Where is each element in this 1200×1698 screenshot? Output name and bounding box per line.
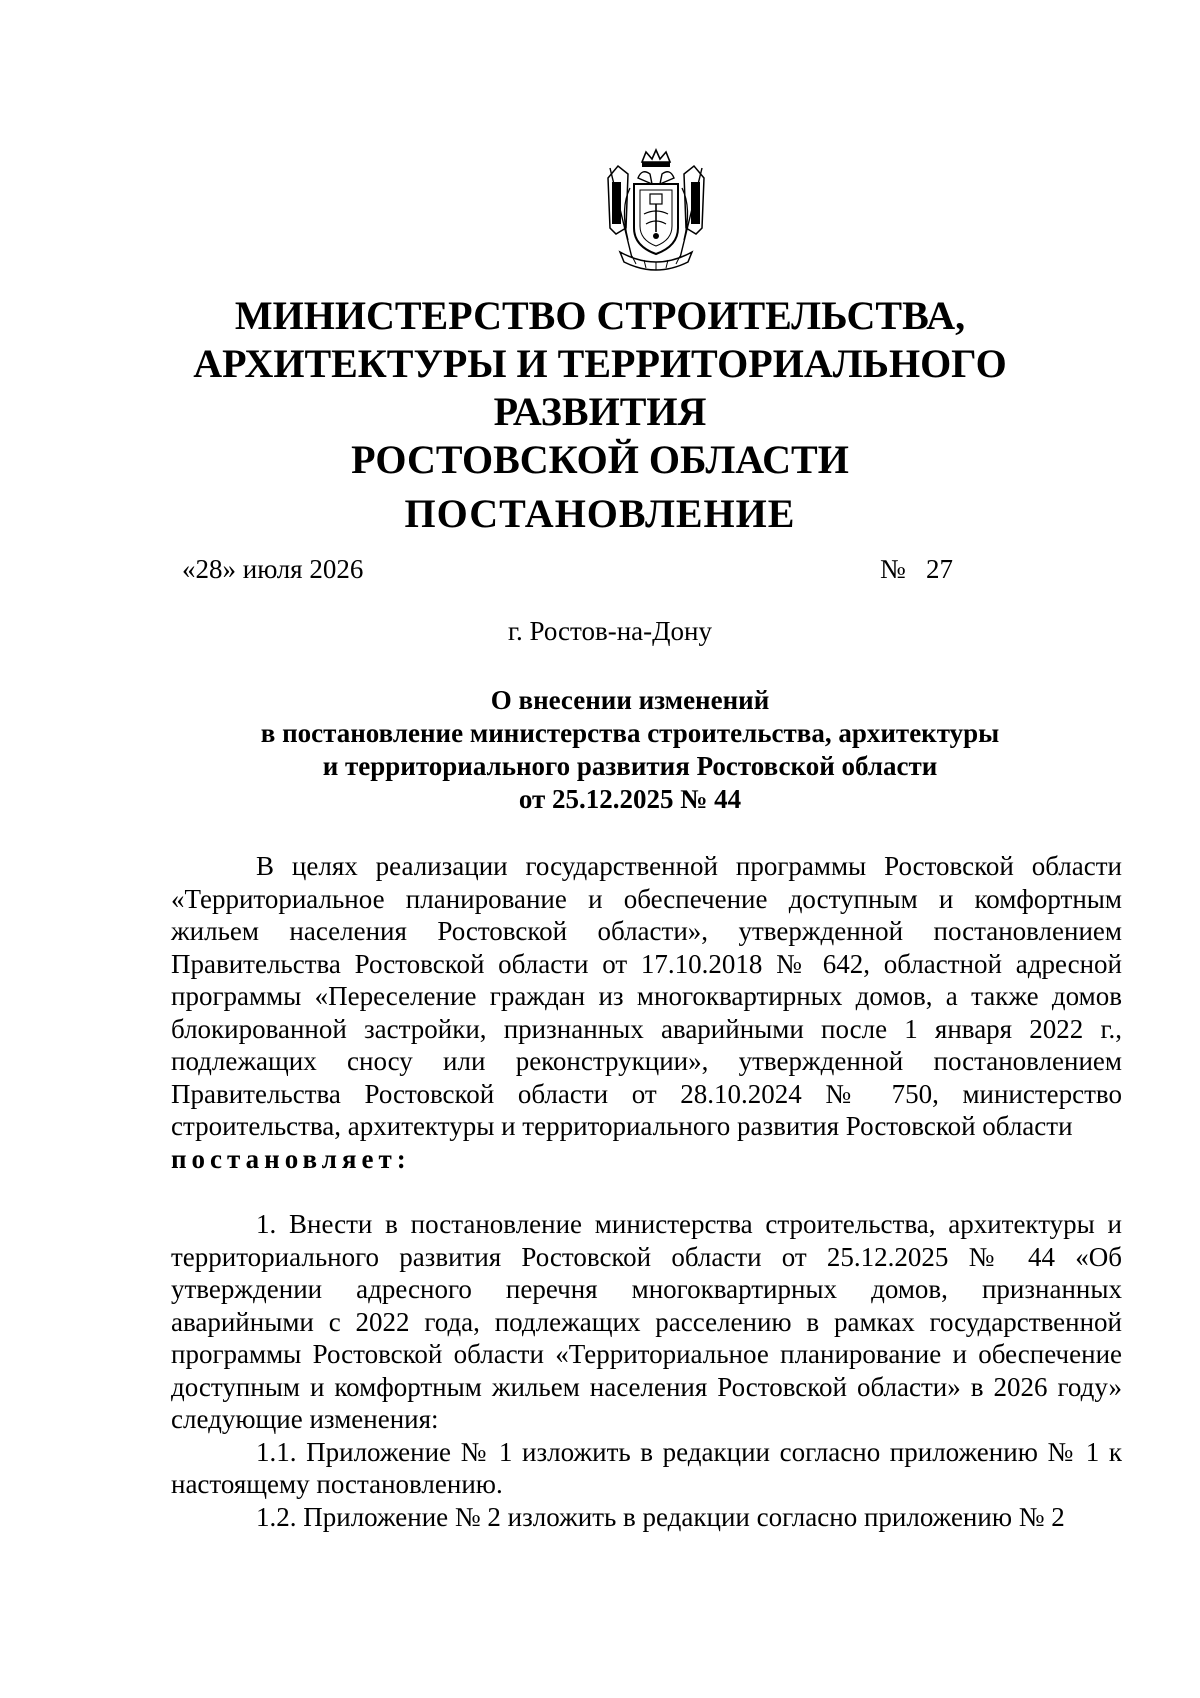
subject-line-4: от 25.12.2025 № 44 — [518, 784, 742, 814]
decree-word: постановляет: — [171, 1143, 411, 1174]
subject-line-3: и территориального развития Ростовской области — [322, 751, 938, 781]
rostov-oblast-coat-of-arms-icon — [602, 148, 710, 272]
preamble-paragraph — [171, 850, 1122, 1143]
decree-items — [171, 1208, 1122, 1533]
document-number: № 27 — [880, 554, 954, 584]
ministry-name-line-1: МИНИСТЕРСТВО СТРОИТЕЛЬСТВА, — [234, 293, 966, 338]
document-date: «28» июля 2026 — [182, 554, 364, 584]
document-city: г. Ростов-на-Дону — [507, 616, 712, 646]
document-subject — [150, 684, 1110, 816]
preamble-text: В целях реализации государственной программы Ростовской области «Территориальное планирование и обеспечение доступным и комфортным жильем населения Ростовской области», утвержденной постановлением Правительства Ростовской области от 17.10.2018 № 642, областной адресной программы «Переселение граждан из многоквартирных домов, а также домов блокированной застройки, признанных аварийными после 1 января 2022 г., подлежащих сносу или реконструкции», утвержденной постановлением Правительства Ростовской области от 28.10.2024 № 750, министерство строительства, архитектуры и территориального развития Ростовской области — [171, 851, 1122, 1141]
item-1: 1. Внести в постановление министерства строительства, архитектуры и территориального развития Ростовской области от 25.12.2025 № 44 «Об утверждении адресного перечня многоквартирных домов, признанных аварийными с 2022 года, подлежащих расселению в рамках государственной программы Ростовской области «Территориальное планирование и обеспечение доступным и комфортным жильем населения Ростовской области» в 2026 году» следующие изменения: — [171, 1209, 1122, 1434]
document-type: ПОСТАНОВЛЕНИЕ — [404, 491, 796, 536]
preamble-block — [171, 850, 1122, 1175]
ministry-name — [100, 292, 1100, 484]
item-1-2: 1.2. Приложение № 2 изложить в редакции согласно приложению № 2 — [256, 1501, 1065, 1532]
ministry-name-line-3: РОСТОВСКОЙ ОБЛАСТИ — [351, 437, 849, 482]
subject-line-1: О внесении изменений — [490, 685, 770, 715]
ministry-name-line-2: АРХИТЕКТУРЫ И ТЕРРИТОРИАЛЬНОГО РАЗВИТИЯ — [193, 341, 1007, 434]
item-1-1: 1.1. Приложение № 1 изложить в редакции согласно приложению № 1 к настоящему постановлению. — [171, 1436, 1122, 1499]
subject-line-2: в постановление министерства строительства, архитектуры — [260, 718, 1000, 748]
